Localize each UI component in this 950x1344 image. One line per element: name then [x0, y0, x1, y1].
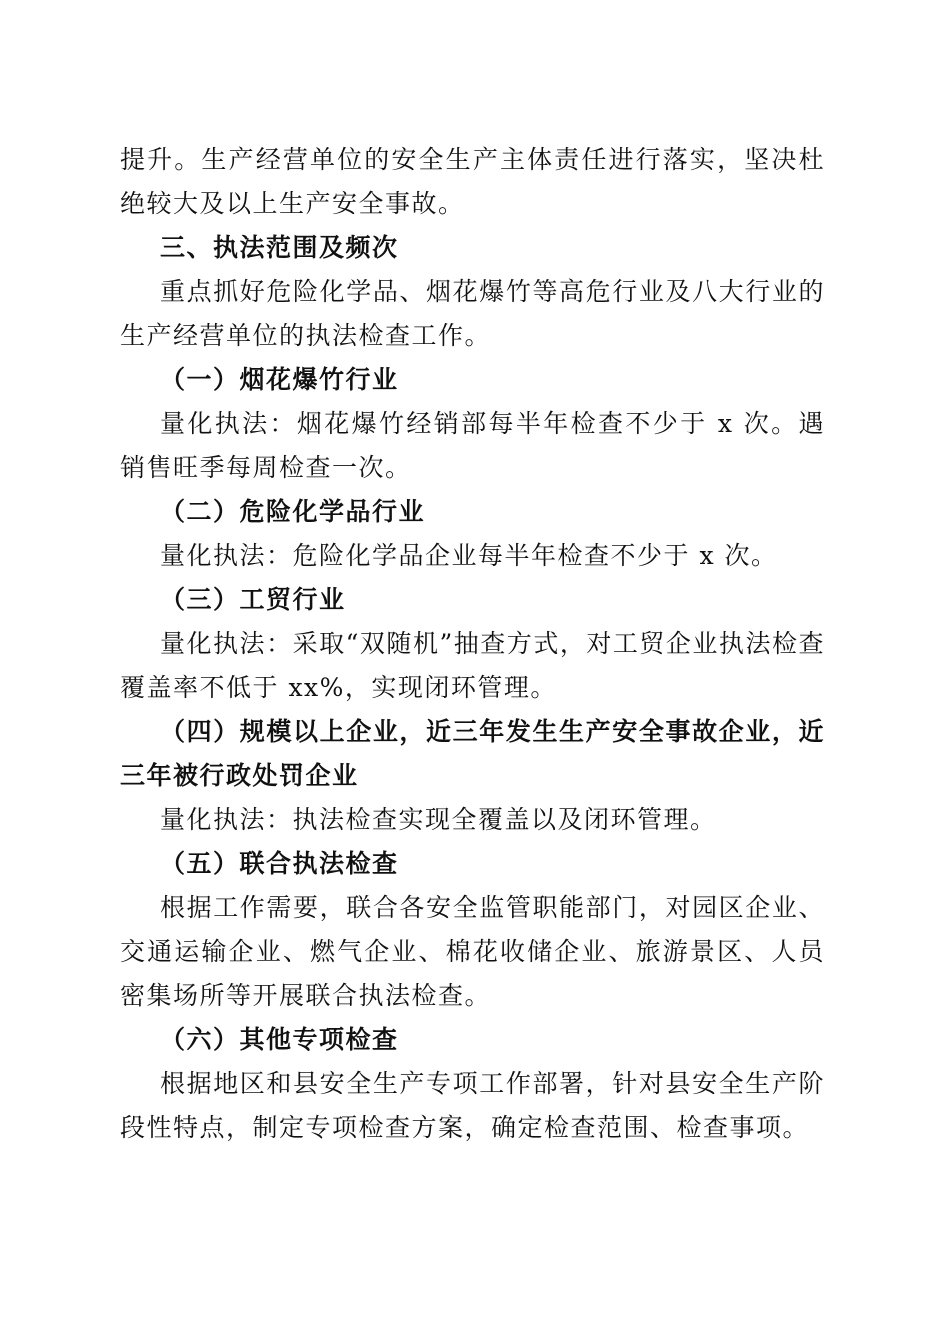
paragraph: 根据工作需要，联合各安全监管职能部门，对园区企业、交通运输企业、燃气企业、棉花收储企业、旅游景区、人员密集场所等开展联合执法检查。 [120, 893, 825, 1010]
document-body [120, 138, 825, 1150]
paragraph: 量化执法：采取“双随机”抽查方式，对工贸企业执法检查覆盖率不低于 xx%，实现闭环管理。 [120, 629, 825, 702]
section-heading: 三、执法范围及频次 [160, 233, 399, 262]
subheading: （四）规模以上企业，近三年发生生产安全事故企业，近三年被行政处罚企业 [120, 717, 825, 790]
paragraph: 量化执法：烟花爆竹经销部每半年检查不少于 x 次。遇销售旺季每周检查一次。 [120, 409, 825, 482]
paragraph-continuation: 提升。生产经营单位的安全生产主体责任进行落实，坚决杜绝较大及以上生产安全事故。 [120, 145, 825, 218]
paragraph: 量化执法：危险化学品企业每半年检查不少于 x 次。 [160, 541, 778, 570]
subheading: （三）工贸行业 [160, 585, 346, 614]
paragraph: 重点抓好危险化学品、烟花爆竹等高危行业及八大行业的生产经营单位的执法检查工作。 [120, 277, 825, 350]
paragraph: 量化执法：执法检查实现全覆盖以及闭环管理。 [160, 805, 717, 834]
subheading: （一）烟花爆竹行业 [160, 365, 399, 394]
subheading: （六）其他专项检查 [160, 1025, 399, 1054]
subheading: （五）联合执法检查 [160, 849, 399, 878]
subheading: （二）危险化学品行业 [160, 497, 426, 526]
paragraph: 根据地区和县安全生产专项工作部署，针对县安全生产阶段性特点，制定专项检查方案，确定检查范围、检查事项。 [120, 1069, 825, 1142]
